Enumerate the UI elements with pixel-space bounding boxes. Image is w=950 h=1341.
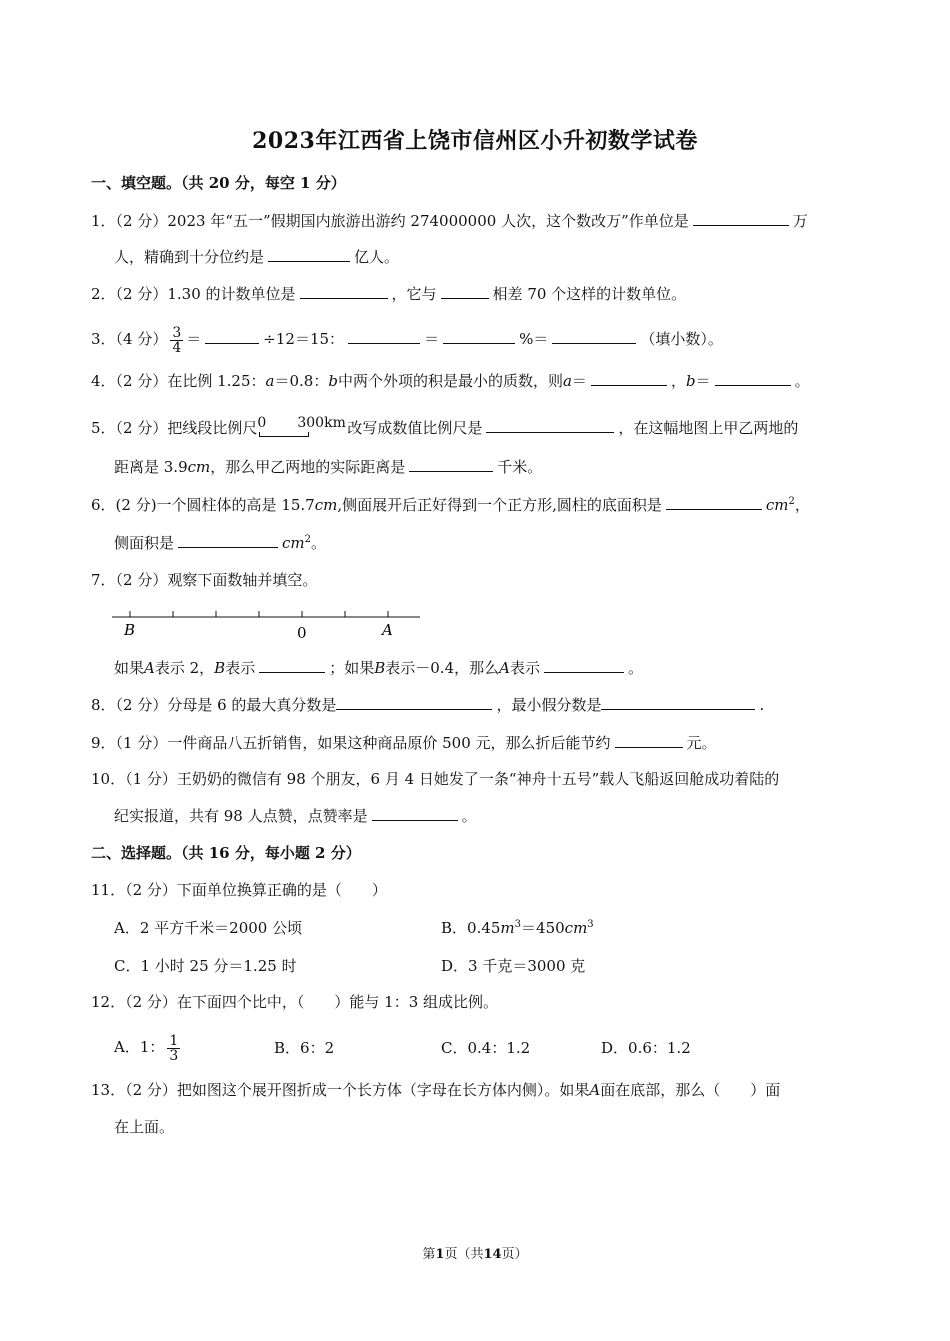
answer-blank[interactable]: [372, 806, 458, 821]
option-11-a[interactable]: A．2 平方千米＝2000 公顷: [114, 919, 303, 937]
question-3: 3．（4 分） $\frac{3}{4}$ ＝ ÷12＝15： ＝ %＝ （填小数）。: [91, 324, 723, 356]
number-line-label-b: B: [124, 621, 136, 639]
answer-blank[interactable]: [666, 495, 762, 510]
question-8: 8．（2 分）分母是 6 的最大真分数是 ，最小假分数是 .: [91, 696, 765, 714]
page-footer: 第1页（共14页）: [422, 1247, 528, 1262]
question-5-cont: 距离是 3.9cm，那么甲乙两地的实际距离是 千米。: [114, 458, 543, 476]
question-11: 11．（2 分）下面单位换算正确的是（ ）: [91, 881, 387, 899]
answer-blank[interactable]: [544, 658, 624, 673]
answer-blank[interactable]: [300, 284, 388, 299]
answer-blank[interactable]: [615, 733, 683, 748]
question-1-cont: 人，精确到十分位约是 亿人。: [114, 248, 400, 266]
number-line: [110, 600, 430, 644]
option-12-d[interactable]: D．0.6：1.2: [601, 1039, 691, 1057]
option-11-c[interactable]: C．1 小时 25 分＝1.25 时: [114, 957, 297, 975]
number-line-label-zero: 0: [297, 624, 307, 642]
option-11-b[interactable]: B．$0.45m^3=450cm^3$: [441, 919, 594, 937]
option-12-a[interactable]: A．1： $\frac{1}{3}$: [114, 1032, 179, 1064]
answer-blank[interactable]: [348, 329, 420, 344]
answer-blank[interactable]: [693, 211, 789, 226]
question-7: 7．（2 分）观察下面数轴并填空。: [91, 571, 318, 589]
answer-blank[interactable]: [443, 329, 515, 344]
option-12-b[interactable]: B．6：2: [274, 1039, 335, 1057]
question-7-cont: 如果A表示 2，B表示 ；如果B表示－0.4，那么A表示 。: [114, 659, 643, 677]
question-10: 10．（1 分）王奶奶的微信有 98 个朋友，6 月 4 日她发了一条“神舟十五号”载人飞船返回舱成功着陆的: [91, 770, 780, 788]
answer-blank[interactable]: [591, 371, 667, 386]
option-12-c[interactable]: C．0.4：1.2: [441, 1039, 531, 1057]
section-fill-in-heading: 一、填空题。（共 20 分，每空 1 分）: [91, 174, 346, 192]
answer-blank[interactable]: [486, 418, 614, 433]
option-11-d[interactable]: D．3 千克＝3000 克: [441, 957, 586, 975]
question-13: 13．（2 分）把如图这个展开图折成一个长方体（字母在长方体内侧）。如果A面在底部，那么（ ）面: [91, 1081, 781, 1099]
question-4: 4．（2 分）在比例 1.25：a＝0.8：b中两个外项的积是最小的质数，则a＝ ，b＝ 。: [91, 372, 810, 390]
answer-blank[interactable]: [268, 247, 350, 262]
section-choice-heading: 二、选择题。（共 16 分，每小题 2 分）: [91, 844, 361, 862]
answer-blank[interactable]: [552, 329, 636, 344]
answer-blank[interactable]: [409, 457, 493, 472]
line-scale-bar: 0 300km: [257, 419, 347, 439]
answer-blank[interactable]: [441, 284, 489, 299]
page-title: 2023年江西省上饶市信州区小升初数学试卷: [252, 128, 698, 154]
question-12: 12．（2 分）在下面四个比中，（ ）能与 1：3 组成比例。: [91, 993, 499, 1011]
question-2: 2．（2 分）1.30 的计数单位是 ，它与 相差 70 个这样的计数单位。: [91, 285, 687, 303]
question-9: 9．（1 分）一件商品八五折销售，如果这种商品原价 500 元，那么折后能节约 元。: [91, 734, 717, 752]
question-1: 1．（2 分）2023 年“五一”假期国内旅游出游约 274000000 人次，这个数改万”作单位是 万: [91, 212, 808, 230]
answer-blank[interactable]: [259, 658, 325, 673]
question-10-cont: 纪实报道，共有 98 人点赞，点赞率是 。: [114, 807, 477, 825]
question-6: 6．(2 分)一个圆柱体的高是 15.7cm,侧面展开后正好得到一个正方形,圆柱的底面积是 $cm^2$，: [91, 496, 810, 514]
fraction-one-third: $\frac{1}{3}$: [169, 1032, 179, 1064]
question-6-cont: 侧面积是 $cm^2$。: [114, 534, 327, 552]
answer-blank[interactable]: [336, 695, 492, 710]
answer-blank[interactable]: [715, 371, 791, 386]
answer-blank[interactable]: [205, 329, 259, 344]
question-5: 5．（2 分）把线段比例尺 0 300km 改写成数值比例尺是 ，在这幅地图上甲乙两地的: [91, 415, 799, 437]
answer-blank[interactable]: [601, 695, 755, 710]
question-13-cont: 在上面。: [114, 1118, 175, 1136]
answer-blank[interactable]: [178, 533, 278, 548]
fraction-three-quarters: $\frac{3}{4}$: [172, 324, 182, 356]
number-line-label-a: A: [382, 621, 393, 639]
